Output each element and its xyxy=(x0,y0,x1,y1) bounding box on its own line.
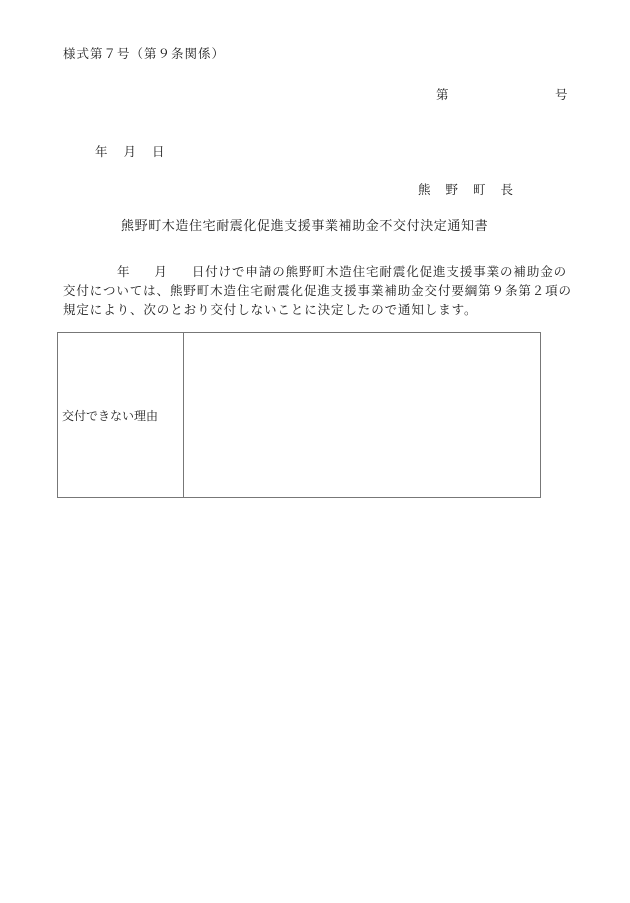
reason-table xyxy=(57,332,541,498)
body-line-2: 交付については、熊野町木造住宅耐震化促進支援事業補助金交付要綱第９条第２項の xyxy=(63,283,572,298)
issuer-char: 町 xyxy=(473,182,486,197)
issuer-char: 長 xyxy=(500,182,514,197)
body-line-1: 年 月 日付けで申請の熊野町木造住宅耐震化促進支援事業の補助金の xyxy=(117,264,568,279)
reason-label: 交付できない理由 xyxy=(58,333,184,497)
document-number-suffix: 号 xyxy=(555,87,568,102)
issuer-char: 野 xyxy=(445,182,459,197)
date-day: 日 xyxy=(152,144,165,159)
form-label: 様式第７号（第９条関係） xyxy=(63,46,226,61)
issuer-char: 熊 xyxy=(418,182,431,197)
date-year: 年 xyxy=(95,144,108,159)
document-title: 熊野町木造住宅耐震化促進支援事業補助金不交付決定通知書 xyxy=(121,219,489,234)
reason-value xyxy=(184,333,540,497)
date-month: 月 xyxy=(123,144,137,159)
issuer xyxy=(418,184,528,197)
issue-date xyxy=(95,146,165,159)
document-number-prefix: 第 xyxy=(436,87,449,102)
body-line-3: 規定により、次のとおり交付しないことに決定したので通知します。 xyxy=(63,302,478,317)
body-text xyxy=(63,262,583,319)
